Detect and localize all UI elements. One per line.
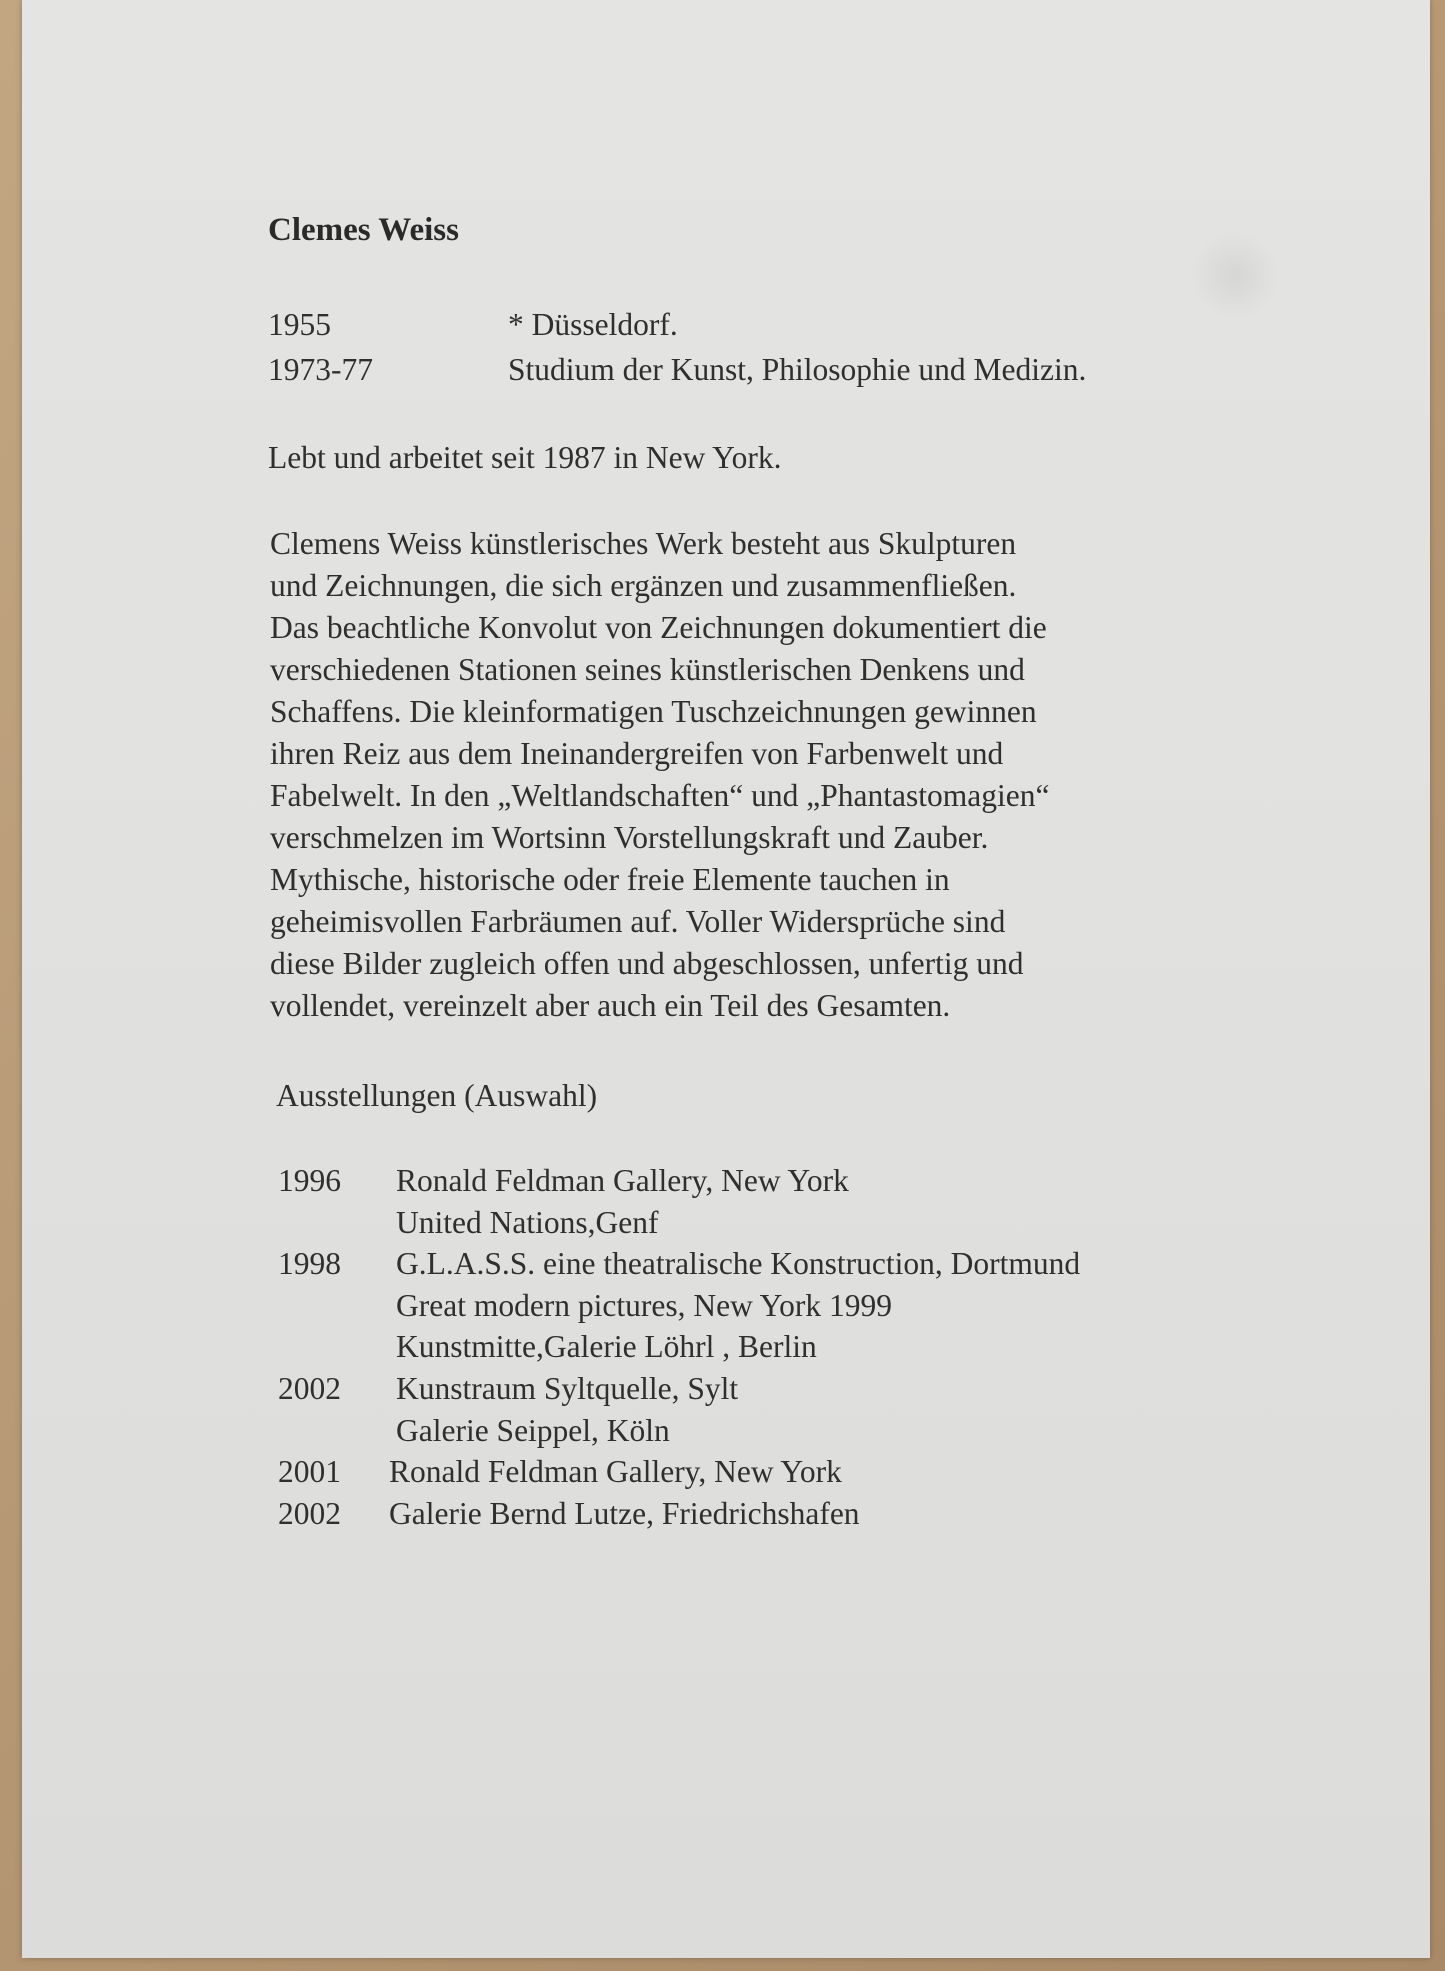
exhibition-year: 1996 <box>278 1163 341 1198</box>
paragraph-line: Das beachtliche Konvolut von Zeichnungen dokumentiert die <box>270 610 1047 645</box>
paragraph-line: vollendet, vereinzelt aber auch ein Teil des Gesamten. <box>270 988 951 1023</box>
paragraph-line: diese Bilder zugleich offen und abgeschlossen, unfertig und <box>270 946 1024 981</box>
exhibition-text: Great modern pictures, New York 1999 <box>396 1287 893 1323</box>
paragraph-line: verschiedenen Stationen seines künstlerischen Denkens und <box>270 652 1025 687</box>
paragraph-line: Clemens Weiss künstlerisches Werk besteht aus Skulpturen <box>270 526 1017 561</box>
paragraph-line: Schaffens. Die kleinformatigen Tuschzeichnungen gewinnen <box>270 694 1037 729</box>
document-title: Clemes Weiss <box>268 212 459 248</box>
paragraph-line: geheimisvollen Farbräumen auf. Voller Widersprüche sind <box>270 904 1006 939</box>
exhibition-year: 1998 <box>278 1246 341 1282</box>
exhibition-year: 2001 <box>278 1454 341 1490</box>
exhibition-text: Ronald Feldman Gallery, New York <box>396 1163 849 1198</box>
exhibition-text: Kunstmitte,Galerie Löhrl , Berlin <box>396 1329 817 1365</box>
exhibition-text: Ronald Feldman Gallery, New York <box>389 1454 842 1490</box>
exhibition-year: 2002 <box>278 1370 341 1406</box>
exhibition-text: Galerie Bernd Lutze, Friedrichshafen <box>389 1495 860 1531</box>
bio-year: 1973-77 <box>268 352 373 387</box>
paragraph-line: und Zeichnungen, die sich ergänzen und zusammenfließen. <box>270 568 1017 603</box>
residence-line: Lebt und arbeitet seit 1987 in New York. <box>268 440 782 475</box>
exhibition-text: G.L.A.S.S. eine theatralische Konstruction, Dortmund <box>396 1246 1081 1282</box>
exhibition-text: Galerie Seippel, Köln <box>396 1412 670 1448</box>
paragraph-line: Mythische, historische oder freie Elemente tauchen in <box>270 862 950 897</box>
bio-year: 1955 <box>268 307 331 342</box>
paper-sheet <box>22 0 1430 1958</box>
paragraph-line: Fabelwelt. In den „Weltlandschaften“ und „Phantastomagien“ <box>270 778 1050 813</box>
exhibitions-heading: Ausstellungen (Auswahl) <box>276 1078 598 1113</box>
paragraph-line: ihren Reiz aus dem Ineinandergreifen von Farbenwelt und <box>270 736 1004 771</box>
exhibition-year: 2002 <box>278 1495 341 1531</box>
exhibition-text: United Nations,Genf <box>396 1204 659 1240</box>
bio-text: Studium der Kunst, Philosophie und Medizin. <box>508 352 1087 387</box>
paragraph-line: verschmelzen im Wortsinn Vorstellungskraft und Zauber. <box>270 820 989 855</box>
exhibition-text: Kunstraum Syltquelle, Sylt <box>396 1370 739 1406</box>
bio-text: * Düsseldorf. <box>508 307 678 342</box>
description-paragraph <box>270 523 1049 1027</box>
